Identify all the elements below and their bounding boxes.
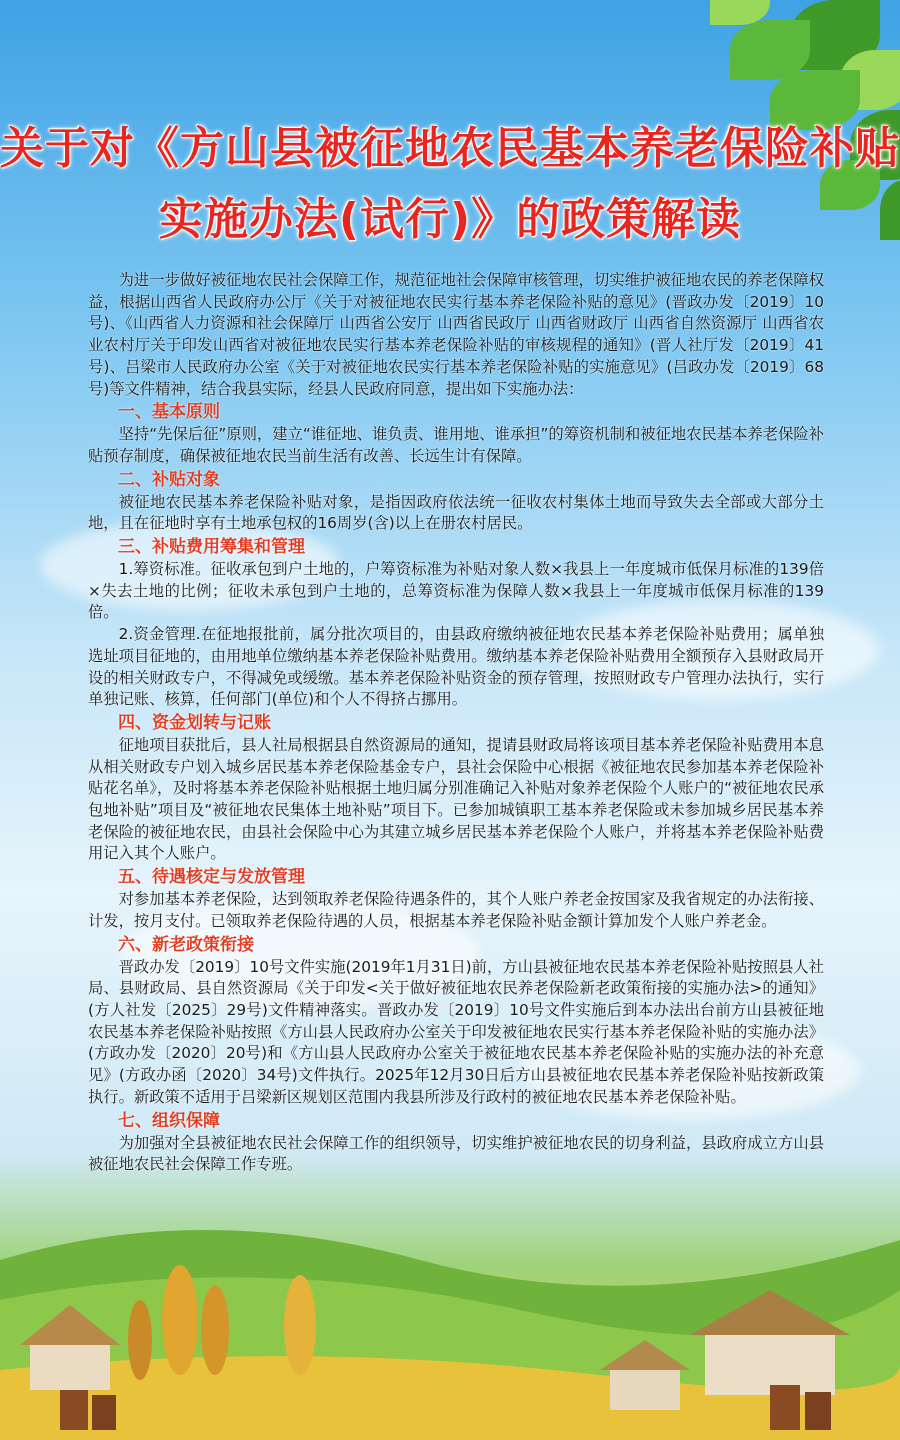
village-scene [0, 1140, 900, 1440]
section-heading: 三、补贴费用筹集和管理 [118, 537, 305, 558]
section-heading: 五、待遇核定与发放管理 [118, 867, 305, 888]
tree [162, 1265, 198, 1375]
document-body [88, 270, 824, 1176]
section-heading: 六、新老政策衔接 [118, 934, 254, 955]
section-heading: 七、组织保障 [118, 1110, 220, 1131]
barrel [92, 1395, 116, 1430]
section-paragraph: 晋政办发〔2019〕10号文件实施(2019年1月31日)前，方山县被征地农民基本养老保险补贴按照县人社局、县财政局、县自然资源局《关于印发<关于做好被征地农民养老保险新老政策衔接的实施办法>的通知》(方人社发〔2025〕29号)文件精神落实。晋政办发〔2019〕10号文件实施后到本办法出台前方山县被征地农民基本养老保险补贴按照《方山县人民政府办公室关于印发被征地农民实行基本养老保险补贴的实施办法》(方政办发〔2020〕20号)和《方山县人民政府办公室关于被征地农民基本养老保险补贴的实施办法的补充意见》(方政办函〔2020〕34号)文件执行。2025年12月30日后方山县被征地农民基本养老保险补贴按新政策执行。新政策不适用于吕梁新区规划区范围内我县所涉及行政村的被征地农民基本养老保险补贴。 [88, 957, 824, 1106]
page-title-line-2: 实施办法(试行)》的政策解读 [158, 194, 742, 245]
intro-paragraph: 为进一步做好被征地农民社会保障工作，规范征地社会保障审核管理，切实维护被征地农民的养老保障权益，根据山西省人民政府办公厅《关于对被征地农民实行基本养老保险补贴的意见》(晋政办发〔2019〕10号)、《山西省人力资源和社会保障厅 山西省公安厅 山西省民政厅 山西省财政厅 山西省自然资源厅 山西省农业农村厅关于印发山西省对被征地农民实行基本养老保险补贴的审核规程的通知》(晋人社厅发〔2019〕41号)、吕梁市人民政府办公室《关于对被征地农民实行基本养老保险补贴的实施意见》(吕政办发〔2019〕68号)等文件精神，结合我县实际，经县人民政府同意，提出如下实施办法： [88, 271, 824, 398]
section-paragraph: 2.资金管理.在征地报批前，属分批次项目的，由县政府缴纳被征地农民基本养老保险补贴费用；属单独选址项目征地的，由用地单位缴纳基本养老保险补贴费用。缴纳基本养老保险补贴费用全额预存入县财政局开设的相关财政专户，不得减免或缓缴。基本养老保险补贴资金的预存管理，按照财政专户管理办法执行，实行单独记账、核算，任何部门(单位)和个人不得挤占挪用。 [88, 625, 824, 709]
barrel [60, 1390, 88, 1430]
section-paragraph: 对参加基本养老保险，达到领取养老保险待遇条件的，其个人账户养老金按国家及我省规定的办法衔接、计发，按月支付。已领取养老保险待遇的人员，根据基本养老保险补贴金额计算加发个人账户养老金。 [88, 890, 824, 930]
tree [201, 1285, 229, 1375]
section-heading: 一、基本原则 [118, 402, 220, 423]
barrel [805, 1392, 831, 1430]
section-heading: 二、补贴对象 [118, 469, 220, 490]
section-paragraph: 被征地农民基本养老保险补贴对象，是指因政府依法统一征收农村集体土地而导致失去全部或大部分土地，且在征地时享有土地承包权的16周岁(含)以上在册农村居民。 [88, 492, 824, 533]
section-heading: 四、资金划转与记账 [118, 712, 271, 733]
section-paragraph: 为加强对全县被征地农民社会保障工作的组织领导，切实维护被征地农民的切身利益，县政府成立方山县被征地农民社会保障工作专班。 [88, 1133, 824, 1174]
section-paragraph: 1.筹资标准。征收承包到户土地的，户筹资标准为补贴对象人数×我县上一年度城市低保月标准的139倍×失去土地的比例；征收未承包到户土地的，总筹资标准为保障人数×我县上一年度城市低保月标准的139倍。 [88, 560, 824, 622]
barrel [770, 1385, 800, 1430]
section-paragraph: 坚持“先保后征”原则，建立“谁征地、谁负责、谁用地、谁承担”的筹资机制和被征地农民基本养老保险补贴预存制度，确保被征地农民当前生活有改善、长远生计有保障。 [88, 425, 824, 465]
tree [284, 1275, 316, 1375]
section-paragraph: 征地项目获批后，县人社局根据县自然资源局的通知，提请县财政局将该项目基本养老保险补贴费用本息从相关财政专户划入城乡居民基本养老保险基金专户，县社会保险中心根据《被征地农民参加基本养老保险补贴花名单》，及时将基本养老保险补贴根据土地归属分别准确记入补贴对象养老保险个人账户的“被征地农民承包地补贴”项目及“被征地农民集体土地补贴”项目下。已参加城镇职工基本养老保险或未参加城乡居民基本养老保险的被征地农民，由县社会保险中心为其建立城乡居民基本养老保险个人账户，并将基本养老保险补贴费用记入其个人账户。 [88, 735, 824, 863]
page-title-line-1: 关于对《方山县被征地农民基本养老保险补贴 [0, 123, 900, 174]
tree [128, 1300, 152, 1380]
